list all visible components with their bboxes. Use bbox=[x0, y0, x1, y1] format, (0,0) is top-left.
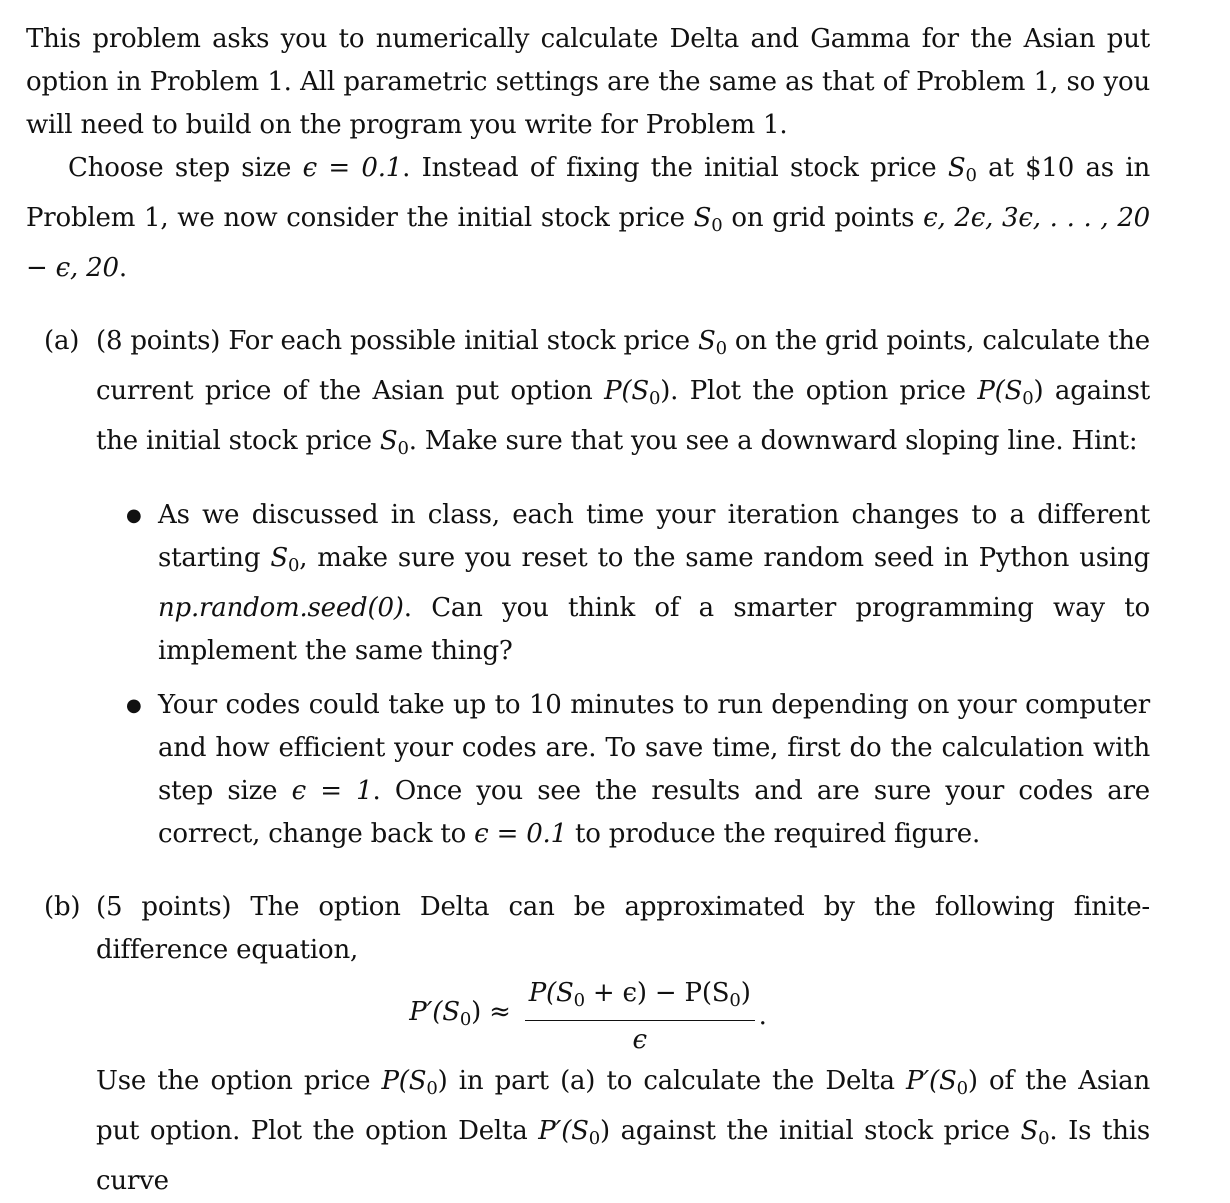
part-b-text: (5 points) The option Delta can be approximated by the following finite-difference equation, bbox=[96, 892, 1150, 965]
step-size-paragraph: Choose step size ϵ = 0.1. Instead of fixing the initial stock price $S_0$ at $10 as in Problem 1, we now consider the initial stock price $S_0$ on grid points ϵ, 2ϵ, 3ϵ, . . . , 20 − ϵ, 20. bbox=[26, 153, 1151, 283]
part-b-label: (b) bbox=[44, 892, 81, 922]
intro-paragraph: This problem asks you to numerically calculate Delta and Gamma for the Asian put option in Problem 1. All parametric settings are the same as that of Problem 1, so you will need to build on the program you write for Problem 1. bbox=[26, 24, 1150, 140]
bullet-icon: ● bbox=[126, 695, 142, 716]
hint-item: ● As we discussed in class, each time your iteration changes to a different starting $S_0$, make sure you reset to the same random seed in Python using np.random.seed(0). Can you think of a smarter programming way to implement the same thing? bbox=[158, 494, 1150, 673]
hint-list bbox=[96, 494, 1150, 856]
part-a-text: (8 points) For each possible initial stock price $S_0$ on the grid points, calculate the current price of the Asian put option $P(S_0)$. Plot the option price $P(S_0)$ against the initial stock price $S_0$. Make sure that you see a downward sloping line. Hint: bbox=[96, 326, 1151, 459]
problem-document bbox=[26, 18, 1150, 1203]
hint-item: ● Your codes could take up to 10 minutes to run depending on your computer and how efficient your codes are. To save time, first do the calculation with step size ϵ = 1. Once you see the results and are sure your codes are correct, change back to ϵ = 0.1 to produce the required figure. bbox=[158, 684, 1150, 856]
equation-fraction bbox=[525, 974, 755, 1059]
equation-numerator: $P(S_0 + \epsilon) - P(S_0)$ bbox=[525, 974, 755, 1021]
equation-lhs: $P'(S_0)$ ≈ bbox=[409, 997, 511, 1030]
part-b bbox=[26, 886, 1150, 1203]
math-eps: ϵ = 0.1 bbox=[302, 153, 403, 183]
bullet-icon: ● bbox=[126, 505, 142, 526]
part-a bbox=[26, 320, 1150, 856]
finite-difference-equation: $P'(S_0)$ ≈ $\frac{P(S_0 + \epsilon) - P(S_0)}{\epsilon}$ . bbox=[26, 976, 1150, 1056]
math-grid: ϵ, 2ϵ, 3ϵ, . . . , 20 − ϵ, 20 bbox=[26, 203, 1151, 283]
part-b-text-2: Use the option price $P(S_0)$ in part (a) to calculate the Delta $P'(S_0)$ of the Asian put option. Plot the option Delta $P'(S_0)$ against the initial stock price $S_0$. Is this curve bbox=[96, 1066, 1150, 1196]
equation-denominator: ϵ bbox=[632, 1024, 647, 1055]
part-a-label: (a) bbox=[44, 326, 80, 356]
code-snippet: np.random.seed(0) bbox=[158, 593, 404, 623]
